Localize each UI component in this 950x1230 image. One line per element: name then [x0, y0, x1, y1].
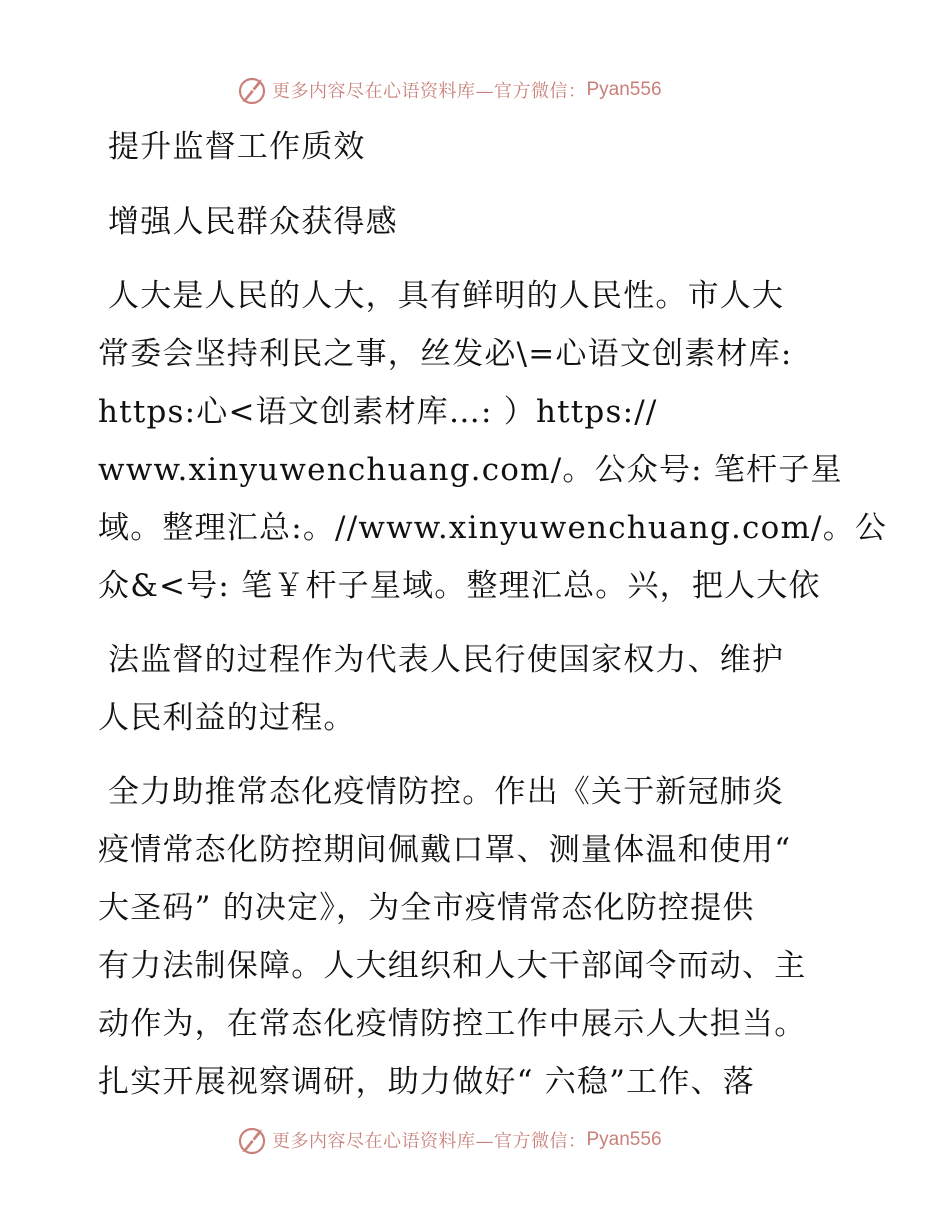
watermark-text: 更多内容尽在心语资料库—官方微信： [272, 81, 587, 102]
heading-2: 增强人民群众获得感 [108, 204, 398, 240]
watermark-text: 更多内容尽在心语资料库—官方微信： [272, 1131, 587, 1152]
watermark-wechat-id: Pyan556 [586, 1129, 662, 1150]
paragraph-1-line-6: 众&<号: 笔￥杆子星域。整理汇总。兴，把人大依 [98, 568, 821, 604]
watermark-footer [236, 1122, 662, 1158]
paragraph-1-line-7: 法监督的过程作为代表人民行使国家权力、维护 [108, 642, 785, 678]
paragraph-2-line-2: 疫情常态化防控期间佩戴口罩、测量体温和使用“ [98, 832, 792, 868]
quill-logo-icon [236, 1124, 268, 1156]
paragraph-1-line-5: 域。整理汇总:。//www.xinyuwenchuang.com/。公 [98, 510, 888, 546]
heading-1: 提升监督工作质效 [108, 129, 366, 165]
watermark-header [236, 72, 662, 108]
watermark-wechat-id: Pyan556 [586, 79, 662, 100]
paragraph-1-line-3: https:心<语文创素材库…: ）https:// [98, 394, 658, 430]
quill-logo-icon [236, 74, 268, 106]
paragraph-2-line-6: 扎实开展视察调研，助力做好“ 六稳”工作、落 [98, 1064, 755, 1100]
paragraph-2-line-5: 动作为，在常态化疫情防控工作中展示人大担当。 [98, 1006, 807, 1042]
paragraph-1-line-4: www.xinyuwenchuang.com/。公众号: 笔杆子星 [98, 452, 843, 488]
paragraph-1-line-1: 人大是人民的人大，具有鲜明的人民性。市人大 [108, 278, 785, 314]
paragraph-2-line-3: 大圣码” 的决定》，为全市疫情常态化防控提供 [98, 890, 755, 926]
paragraph-1-line-2: 常委会坚持利民之事，丝发必\=心语文创素材库: [98, 336, 793, 372]
paragraph-2-line-1: 全力助推常态化疫情防控。作出《关于新冠肺炎 [108, 774, 785, 810]
paragraph-2-line-4: 有力法制保障。人大组织和人大干部闻令而动、主 [98, 948, 807, 984]
paragraph-1-line-8: 人民利益的过程。 [98, 700, 356, 736]
